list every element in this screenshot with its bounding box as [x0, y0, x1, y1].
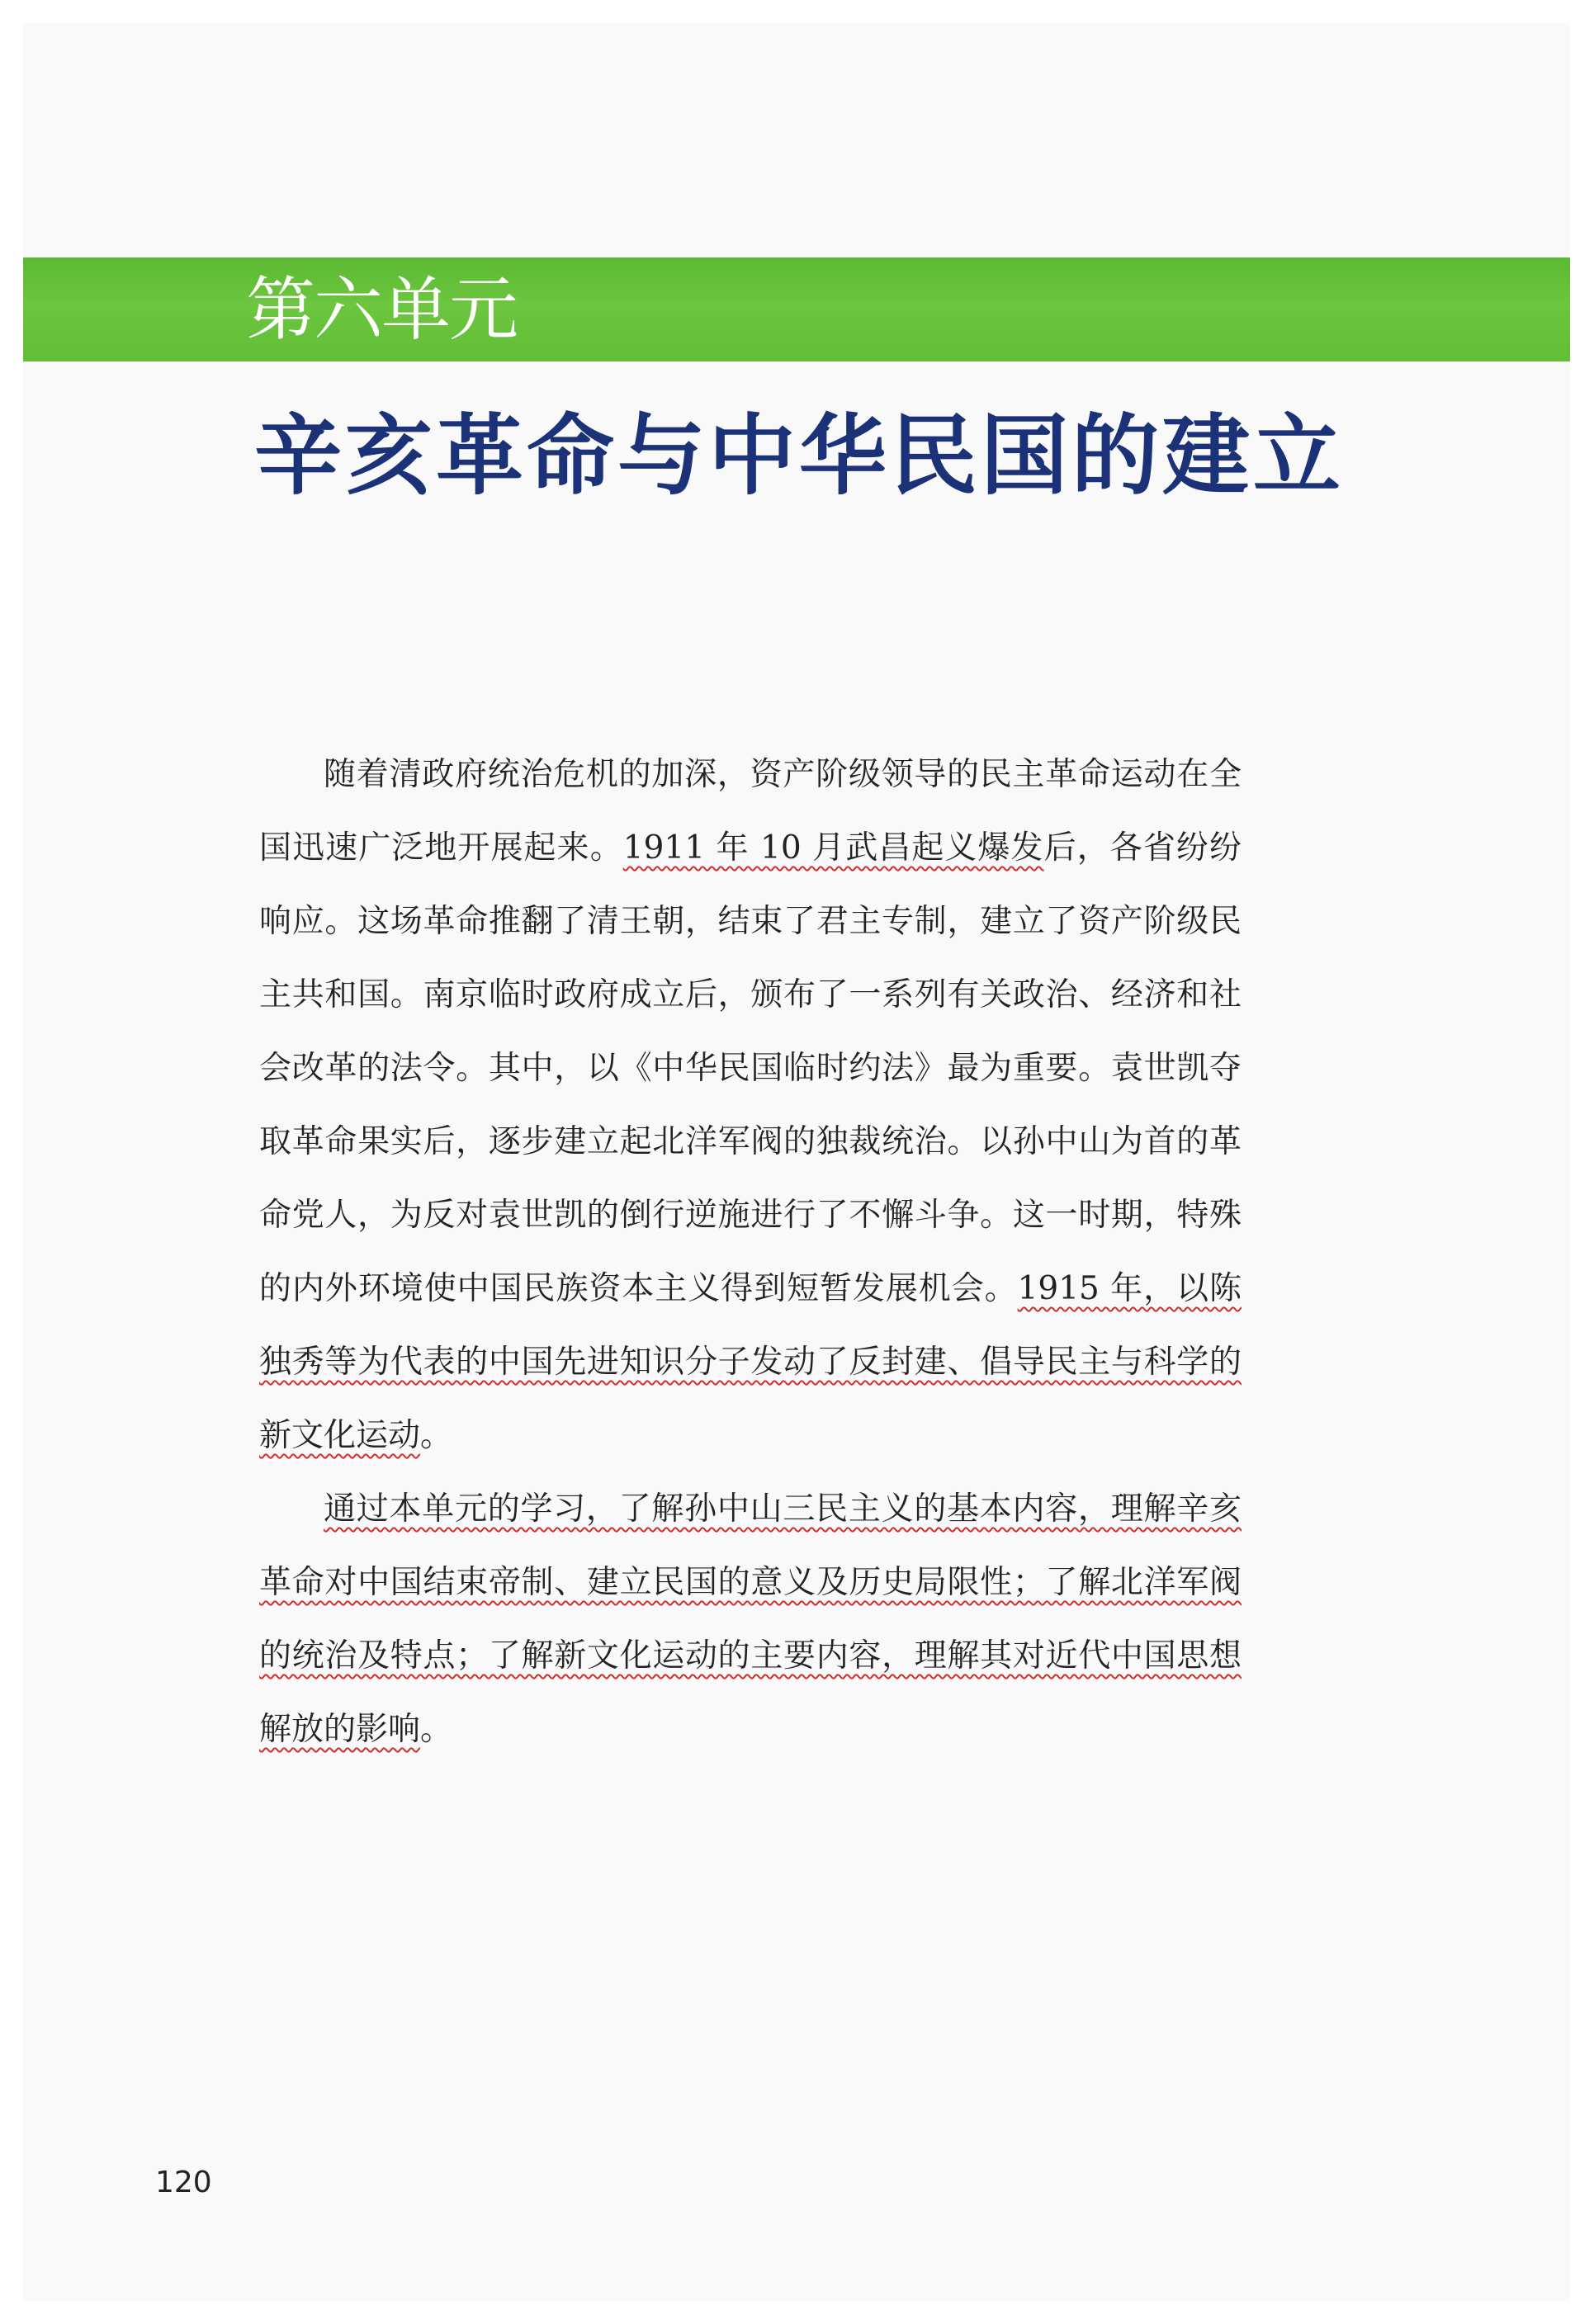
unit-introduction: [259, 738, 1242, 1766]
intro-paragraph-2: [259, 1472, 1242, 1766]
learning-objectives: 通过本单元的学习，了解孙中山三民主义的基本内容，理解辛亥革命对中国结束帝制、建立民国的意义及历史局限性；了解北洋军阀的统治及特点；了解新文化运动的主要内容，理解其对近代中国思想解放的影响: [259, 1490, 1242, 1748]
unit-label: 第六单元: [246, 269, 518, 350]
emphasis-text: 1915 年，以陈独秀等为代表的中国先进知识分子发动了反封建、倡导民主与科学的新文化运动: [259, 1270, 1242, 1454]
intro-paragraph-1: [259, 738, 1242, 1472]
intro-text: 。: [420, 1711, 453, 1748]
intro-text: 随着清政府统治危机的加深，资产阶级领导的民主革命运动在全国迅速广泛地开展起来。: [259, 756, 1242, 867]
intro-text: 后，各省纷纷响应。这场革命推翻了清王朝，结束了君主专制，建立了资产阶级民主共和国。南京临时政府成立后，颁布了一系列有关政治、经济和社会改革的法令。其中，以《中华民国临时约法》最为重要。袁世凯夺取革命果实后，逐步建立起北洋军阀的独裁统治。以孙中山为首的革命党人，为反对袁世凯的倒行逆施进行了不懈斗争。这一时期，特殊的内外环境使中国民族资本主义得到短暂发展机会。: [259, 829, 1242, 1307]
emphasis-text: 1911 年 10 月武昌起义爆发: [622, 829, 1044, 867]
unit-title: 辛亥革命与中华民国的建立: [254, 404, 1344, 507]
intro-text: 。: [420, 1417, 453, 1454]
textbook-page: [23, 23, 1570, 2301]
unit-banner: [23, 257, 1570, 361]
page-number: 120: [155, 2166, 212, 2199]
